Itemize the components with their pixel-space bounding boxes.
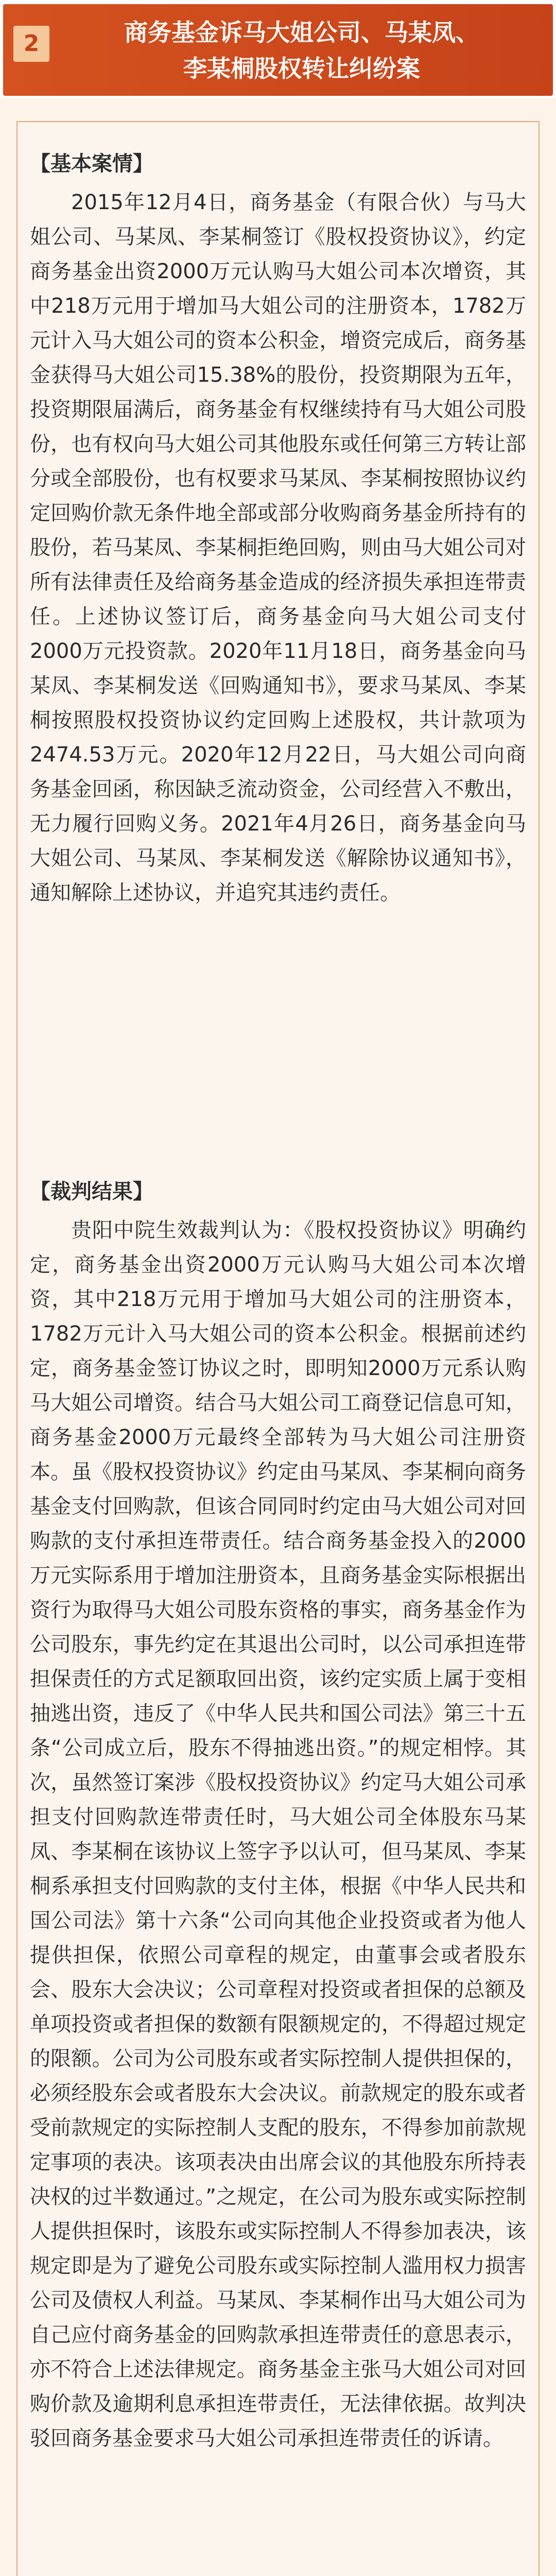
case-title-line-1: 商务基金诉马大姐公司、马某凤、	[124, 19, 479, 46]
article-header	[0, 0, 556, 98]
section-title-basic-case: 【基本案情】	[30, 152, 153, 176]
case-title	[60, 14, 544, 87]
section-title-ruling: 【裁判结果】	[30, 1180, 153, 1204]
case-title-line-2: 李某桐股权转让纠纷案	[183, 55, 420, 82]
title-banner	[3, 4, 553, 96]
case-number-badge: 2	[13, 26, 49, 62]
paragraph-basic-case: 2015年12月4日，商务基金（有限合伙）与马大姐公司、马某凤、李某桐签订《股权投资协议》，约定商务基金出资2000万元认购马大姐公司本次增资，其中218万元用于增加马大姐公司的注册资本，1782万元计入马大姐公司的资本公积金，增资完成后，商务基金获得马大姐公司15.38%的股份，投资期限为五年，投资期限届满后，商务基金有权继续持有马大姐公司股份，也有权向马大姐公司其他股东或任何第三方转让部分或全部股份，也有权要求马某凤、李某桐按照协议约定回购价款无条件地全部或部分收购商务基金所持有的股份，若马某凤、李某桐拒绝回购，则由马大姐公司对所有法律责任及给商务基金造成的经济损失承担连带责任。上述协议签订后，商务基金向马大姐公司支付2000万元投资款。2020年11月18日，商务基金向马某凤、李某桐发送《回购通知书》，要求马某凤、李某桐按照股权投资协议约定回购上述股权，共计款项为2474.53万元。2020年12月22日，马大姐公司向商务基金回函，称因缺乏流动资金，公司经营入不敷出，无力履行回购义务。2021年4月26日，商务基金向马大姐公司、马某凤、李某桐发送《解除协议通知书》，通知解除上述协议，并追究其违约责任。	[30, 191, 526, 905]
paragraph-ruling: 贵阳中院生效裁判认为：《股权投资协议》明确约定，商务基金出资2000万元认购马大姐公司本次增资，其中218万元用于增加马大姐公司的注册资本，1782万元计入马大姐公司的资本公积金。根据前述约定，商务基金签订协议之时，即明知2000万元系认购马大姐公司增资。结合马大姐公司工商登记信息可知，商务基金2000万元最终全部转为马大姐公司注册资本。虽《股权投资协议》约定由马某凤、李某桐向商务基金支付回购款，但该合同同时约定由马大姐公司对回购款的支付承担连带责任。结合商务基金投入的2000万元实际系用于增加注册资本，且商务基金实际根据出资行为取得马大姐公司股东资格的事实，商务基金作为公司股东，事先约定在其退出公司时，以公司承担连带担保责任的方式足额取回出资，该约定实质上属于变相抽逃出资，违反了《中华人民共和国公司法》第三十五条“公司成立后，股东不得抽逃出资。”的规定相悖。其次，虽然签订案涉《股权投资协议》约定马大姐公司承担支付回购款连带责任时，马大姐公司全体股东马某凤、李某桐在该协议上签字予以认可，但马某凤、李某桐系承担支付回购款的支付主体，根据《中华人民共和国公司法》第十六条“公司向其他企业投资或者为他人提供担保，依照公司章程的规定，由董事会或者股东会、股东大会决议；公司章程对投资或者担保的总额及单项投资或者担保的数额有限额规定的，不得超过规定的限额。公司为公司股东或者实际控制人提供担保的，必须经股东会或者股东大会决议。前款规定的股东或者受前款规定的实际控制人支配的股东，不得参加前款规定事项的表决。该项表决由出席会议的其他股东所持表决权的过半数通过。”之规定，在公司为股东或实际控制人提供担保时，该股东或实际控制人不得参加表决，该规定即是为了避免公司股东或实际控制人滥用权力损害公司及债权人利益。马某凤、李某桐作出马大姐公司为自己应付商务基金的回购款承担连带责任的意思表示，亦不符合上述法律规定。商务基金主张马大姐公司对回购价款及逾期利息承担连带责任，无法律依据。故判决驳回商务基金要求马大姐公司承担连带责任的诉请。	[30, 1218, 526, 2450]
